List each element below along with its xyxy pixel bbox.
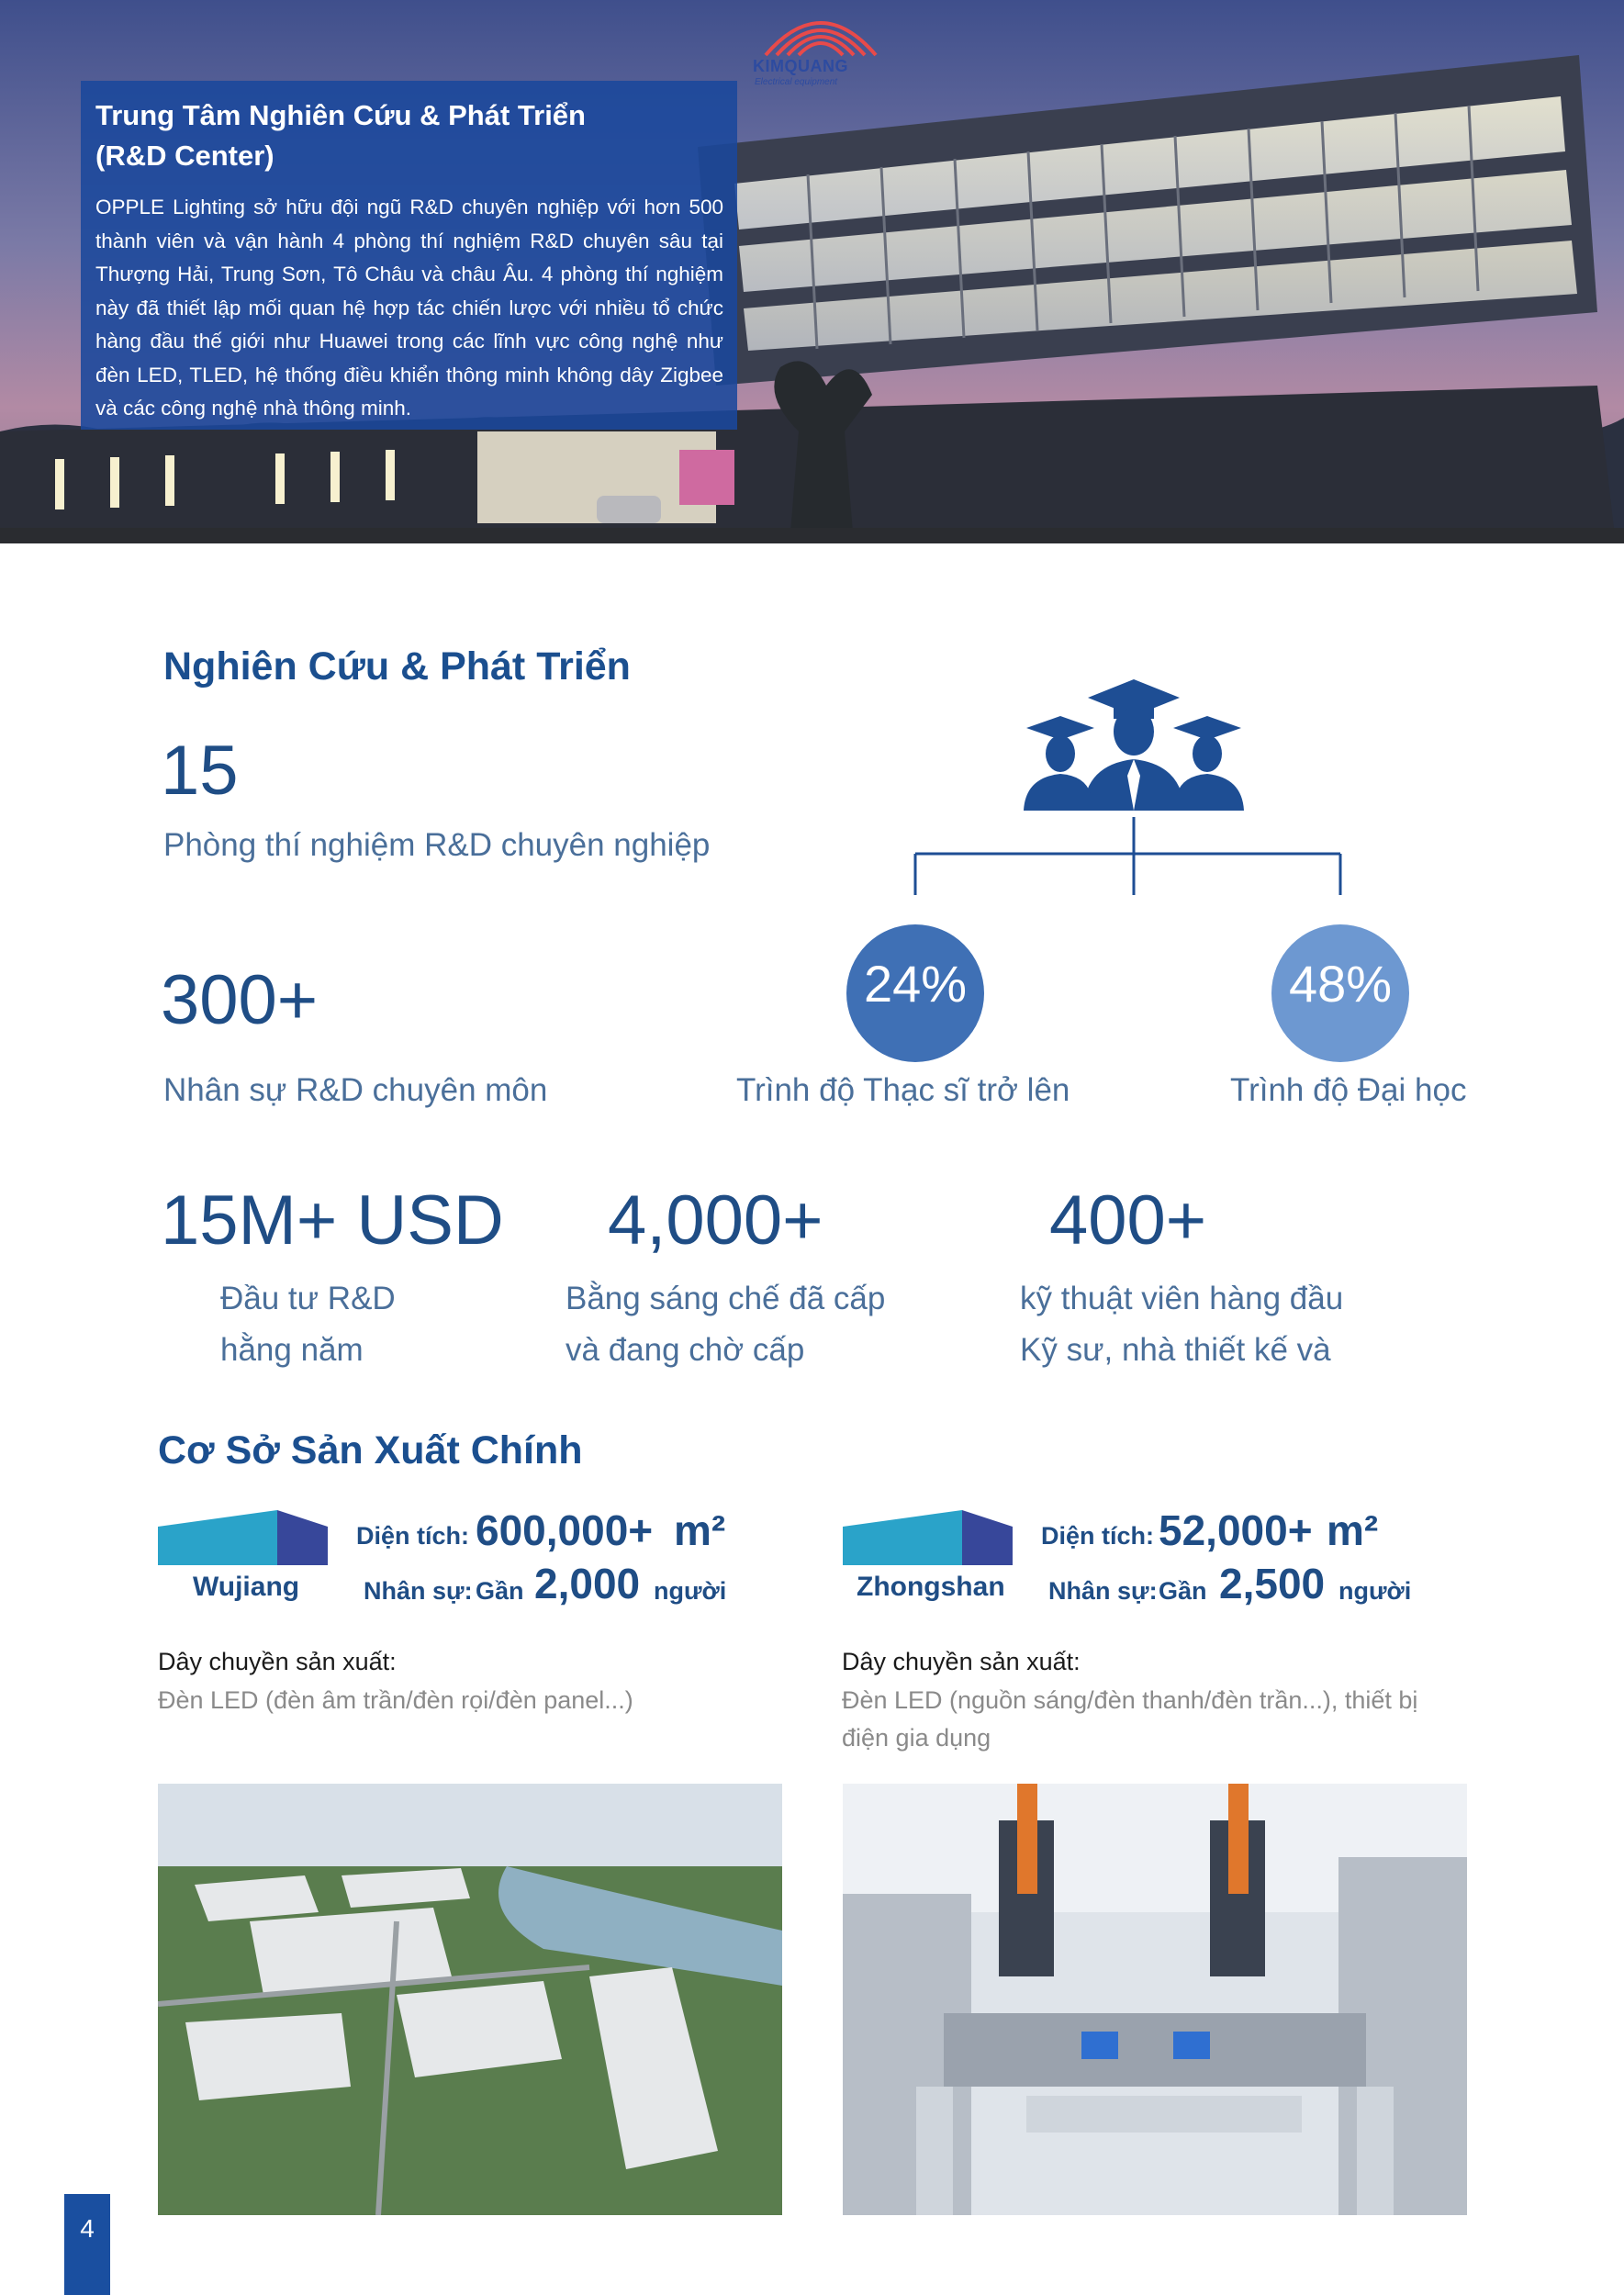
engineers-value: 400+	[1049, 1181, 1207, 1259]
logo-wordmark: KIMQUANG	[753, 57, 848, 75]
staff-value: 300+	[161, 961, 319, 1039]
masters-pct: 24%	[863, 955, 968, 1013]
zhongshan-line-desc-1: Đèn LED (nguồn sáng/đèn thanh/đèn trần...), thiết bị	[842, 1686, 1418, 1714]
wujiang-staff-value: 2,000	[534, 1560, 641, 1607]
wujiang-area-label: Diện tích:	[356, 1522, 470, 1550]
zhongshan-area-label: Diện tích:	[1041, 1522, 1155, 1550]
invest-caption-2: hằng năm	[220, 1332, 364, 1368]
patents-value: 4,000+	[608, 1181, 823, 1259]
labs-value: 15	[161, 732, 239, 810]
zhongshan-people-unit: người	[1338, 1577, 1412, 1605]
hero-title-line2: (R&D Center)	[95, 140, 274, 172]
logo-tagline: Electrical equipment	[755, 77, 838, 87]
masters-caption: Trình độ Thạc sĩ trở lên	[736, 1072, 1070, 1108]
wujiang-line-desc: Đèn LED (đèn âm trần/đèn rọi/đèn panel...)	[158, 1686, 633, 1714]
patents-caption-2: và đang chờ cấp	[566, 1332, 805, 1368]
factories-heading: Cơ Sở Sản Xuất Chính	[158, 1428, 583, 1472]
zhongshan-area-unit: m²	[1327, 1506, 1379, 1554]
wujiang-line-label: Dây chuyền sản xuất:	[158, 1648, 397, 1675]
wujiang-area-unit: m²	[674, 1506, 726, 1554]
wujiang-approx-label: Gần	[476, 1577, 524, 1605]
wujiang-factory-icon	[158, 1510, 328, 1565]
hero-title-line1: Trung Tâm Nghiên Cứu & Phát Triển	[95, 99, 586, 131]
hierarchy-connector	[909, 817, 1350, 900]
patents-caption-1: Bằng sáng chế đã cấp	[566, 1281, 886, 1316]
page-number-tab	[64, 2194, 110, 2295]
bachelor-caption: Trình độ Đại học	[1230, 1072, 1467, 1108]
wujiang-people-unit: người	[654, 1577, 727, 1605]
wujiang-area-value: 600,000+	[476, 1506, 654, 1554]
zhongshan-name: Zhongshan	[857, 1572, 1005, 1602]
bachelor-pct: 48%	[1288, 955, 1393, 1013]
page-number: 4	[80, 2214, 95, 2243]
zhongshan-factory-icon	[843, 1510, 1013, 1565]
invest-caption-1: Đầu tư R&D	[220, 1281, 396, 1316]
hero-body-text: OPPLE Lighting sở hữu đội ngũ R&D chuyên nghiệp với hơn 500 thành viên và vận hành 4 phòng thí nghiệm R&D chuyên sâu tại Thượng Hải, Trung Sơn, Tô Châu và châu Âu. 4 phòng thí nghiệm này đã thiết lập mối quan hệ hợp tác chiến lược với nhiều tổ chức hàng đầu thế giới như Huawei trong các lĩnh vực công nghệ như đèn LED, TLED, hệ thống điều khiển thông minh không dây Zigbee và các công nghệ nhà thông minh.	[95, 196, 723, 420]
engineers-caption-2: Kỹ sư, nhà thiết kế và	[1020, 1332, 1331, 1368]
graduates-icon	[1019, 675, 1249, 812]
zhongshan-staff-label: Nhân sự:	[1048, 1577, 1158, 1605]
wujiang-aerial-photo	[158, 1784, 782, 2215]
wujiang-name: Wujiang	[193, 1572, 300, 1602]
engineers-caption-1: kỹ thuật viên hàng đầu	[1020, 1281, 1344, 1316]
zhongshan-approx-label: Gần	[1159, 1577, 1207, 1605]
zhongshan-line-desc-2: điện gia dụng	[842, 1724, 991, 1752]
zhongshan-area-value: 52,000+	[1159, 1506, 1313, 1554]
hero-title	[95, 95, 729, 176]
zhongshan-line-label: Dây chuyền sản xuất:	[842, 1648, 1081, 1675]
wujiang-staff-label: Nhân sự:	[364, 1577, 473, 1605]
labs-caption: Phòng thí nghiệm R&D chuyên nghiệp	[163, 827, 711, 863]
rd-heading: Nghiên Cứu & Phát Triển	[163, 644, 631, 688]
staff-caption: Nhân sự R&D chuyên môn	[163, 1072, 548, 1108]
zhongshan-assembly-line-photo	[843, 1784, 1467, 2215]
zhongshan-staff-value: 2,500	[1219, 1560, 1326, 1607]
invest-value: 15M+ USD	[161, 1181, 504, 1259]
